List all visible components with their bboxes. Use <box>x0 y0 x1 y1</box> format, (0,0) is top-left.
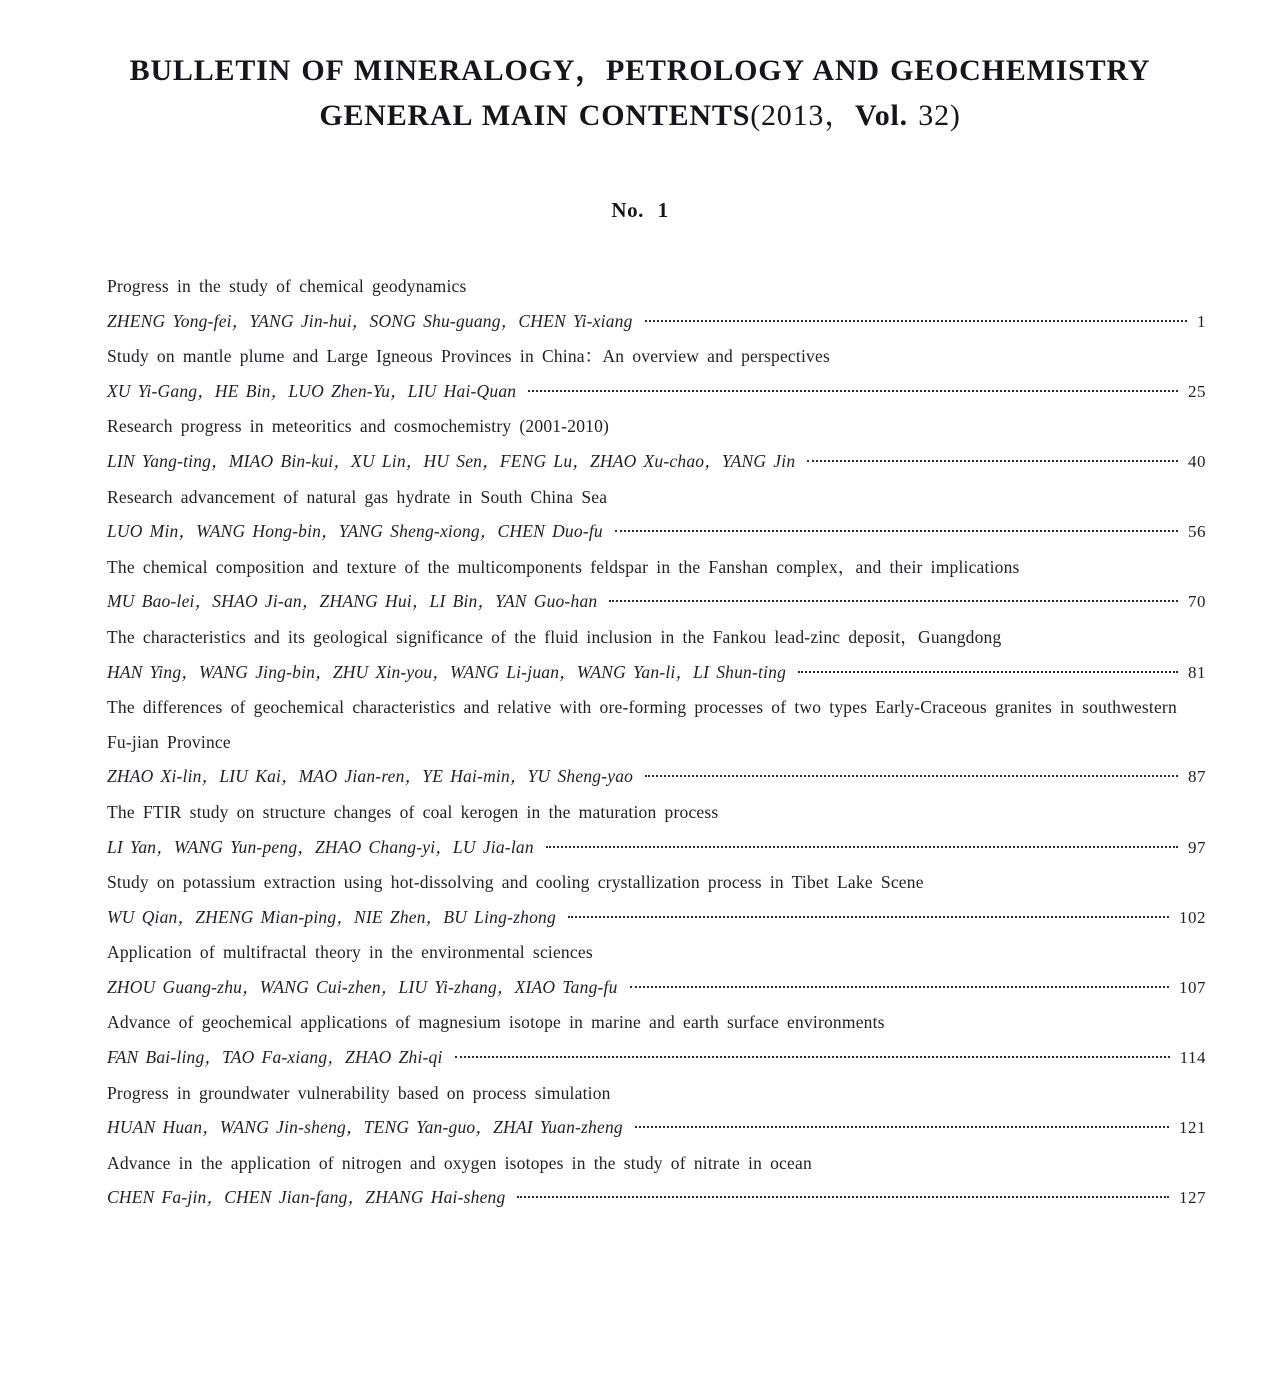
article-page-number: 102 <box>1179 907 1206 927</box>
dot-leader <box>609 600 1178 602</box>
article-page-number: 97 <box>1188 837 1206 857</box>
article-title: Advance of geochemical applications of magnesium isotope in marine and earth surface environments <box>107 1012 885 1033</box>
article-authors-line <box>107 444 1206 480</box>
article-page-number: 127 <box>1179 1188 1206 1208</box>
article-authors-line <box>107 1040 1206 1076</box>
article-authors-line <box>107 304 1206 340</box>
article-authors: FAN Bai-ling，TAO Fa-xiang，ZHAO Zhi-qi <box>107 1047 443 1068</box>
article-page-number: 70 <box>1188 592 1206 612</box>
article-title: Progress in groundwater vulnerability based on process simulation <box>107 1082 611 1103</box>
toc-entry <box>107 550 1206 620</box>
toc-entry <box>107 409 1206 479</box>
journal-title-line1: BULLETIN OF MINERALOGY，PETROLOGY AND GEOCHEMISTRY <box>129 54 1151 87</box>
article-page-number: 114 <box>1179 1048 1206 1068</box>
article-title: The chemical composition and texture of the multicomponents feldspar in the Fanshan complex，and their implications <box>107 556 1020 577</box>
dot-leader <box>568 916 1169 918</box>
article-title: Research advancement of natural gas hydrate in South China Sea <box>107 486 608 507</box>
article-title: Advance in the application of nitrogen and oxygen isotopes in the study of nitrate in ocean <box>107 1152 812 1173</box>
contents-title-text: GENERAL MAIN CONTENTS <box>319 99 751 132</box>
article-title: Study on potassium extraction using hot-dissolving and cooling crystallization process in Tibet Lake Scene <box>107 872 924 893</box>
article-authors-line <box>107 900 1206 936</box>
contents-title-year: (2013， <box>750 99 855 132</box>
dot-leader <box>645 320 1187 322</box>
dot-leader <box>807 460 1178 462</box>
article-authors: CHEN Fa-jin，CHEN Jian-fang，ZHANG Hai-sheng <box>107 1187 506 1208</box>
article-page-number: 1 <box>1197 311 1206 331</box>
article-page-number: 56 <box>1188 522 1206 542</box>
article-authors: HUAN Huan，WANG Jin-sheng，TENG Yan-guo，ZHAI Yuan-zheng <box>107 1117 623 1138</box>
masthead <box>0 0 1280 223</box>
contents-title-vol-label: Vol. <box>855 99 908 132</box>
toc-entry <box>107 935 1206 1005</box>
article-authors: MU Bao-lei，SHAO Ji-an，ZHANG Hui，LI Bin，YAN Guo-han <box>107 591 598 612</box>
article-authors: WU Qian，ZHENG Mian-ping，NIE Zhen，BU Ling-zhong <box>107 906 556 927</box>
toc-entry <box>107 269 1206 339</box>
dot-leader <box>635 1126 1169 1128</box>
article-page-number: 121 <box>1179 1118 1206 1138</box>
dot-leader <box>455 1056 1170 1058</box>
toc-entry <box>107 1005 1206 1075</box>
article-authors-line <box>107 655 1206 691</box>
article-authors-line <box>107 1110 1206 1146</box>
article-page-number: 87 <box>1188 767 1206 787</box>
article-authors: ZHAO Xi-lin，LIU Kai，MAO Jian-ren，YE Hai-min，YU Sheng-yao <box>107 766 634 787</box>
article-title: Study on mantle plume and Large Igneous Provinces in China：An overview and perspectives <box>107 346 830 367</box>
article-authors-line <box>107 584 1206 620</box>
article-page-number: 107 <box>1179 977 1206 997</box>
article-authors: LIN Yang-ting，MIAO Bin-kui，XU Lin，HU Sen，FENG Lu，ZHAO Xu-chao，YANG Jin <box>107 450 796 471</box>
contents-title-vol-number: 32) <box>918 99 961 132</box>
article-authors-line <box>107 374 1206 410</box>
article-authors-line <box>107 514 1206 550</box>
dot-leader <box>546 846 1178 848</box>
article-authors-line <box>107 759 1206 795</box>
dot-leader <box>528 390 1178 392</box>
article-authors-line <box>107 970 1206 1006</box>
article-authors: ZHOU Guang-zhu，WANG Cui-zhen，LIU Yi-zhang，XIAO Tang-fu <box>107 976 618 997</box>
toc-entry <box>107 339 1206 409</box>
toc-entry <box>107 1146 1206 1216</box>
issue-number-heading: No. 1 <box>611 198 669 222</box>
toc-entry <box>107 865 1206 935</box>
article-page-number: 40 <box>1188 451 1206 471</box>
article-authors: LUO Min，WANG Hong-bin，YANG Sheng-xiong，CHEN Duo-fu <box>107 521 603 542</box>
article-title: Progress in the study of chemical geodynamics <box>107 276 467 296</box>
dot-leader <box>615 530 1178 532</box>
article-title: The FTIR study on structure changes of coal kerogen in the maturation process <box>107 801 719 822</box>
toc-entry <box>107 1076 1206 1146</box>
article-authors: LI Yan，WANG Yun-peng，ZHAO Chang-yi，LU Jia-lan <box>107 836 534 857</box>
article-page-number: 25 <box>1188 381 1206 401</box>
article-authors: XU Yi-Gang，HE Bin，LUO Zhen-Yu，LIU Hai-Quan <box>107 380 517 401</box>
dot-leader <box>630 986 1169 988</box>
dot-leader <box>798 671 1178 673</box>
article-title: Application of multifractal theory in the environmental sciences <box>107 942 593 963</box>
toc-list <box>107 269 1206 1216</box>
article-title: Research progress in meteoritics and cosmochemistry (2001-2010) <box>107 416 610 437</box>
article-page-number: 81 <box>1188 662 1206 682</box>
toc-entry <box>107 690 1206 795</box>
article-title: The characteristics and its geological significance of the fluid inclusion in the Fankou lead-zinc deposit，Guangdong <box>107 626 1002 647</box>
article-authors: ZHENG Yong-fei，YANG Jin-hui，SONG Shu-guang，CHEN Yi-xiang <box>107 310 633 331</box>
dot-leader <box>645 775 1178 777</box>
article-title: The differences of geochemical characteristics and relative with ore-forming processes of two types Early-Craceous granites in southwestern Fu-jian Province <box>107 697 1177 752</box>
journal-title-line2 <box>0 93 1280 138</box>
article-authors-line <box>107 830 1206 866</box>
toc-entry <box>107 795 1206 865</box>
article-authors-line <box>107 1180 1206 1216</box>
dot-leader <box>517 1196 1169 1198</box>
toc-entry <box>107 480 1206 550</box>
toc-entry <box>107 620 1206 690</box>
article-authors: HAN Ying，WANG Jing-bin，ZHU Xin-you，WANG Li-juan，WANG Yan-li，LI Shun-ting <box>107 661 787 682</box>
